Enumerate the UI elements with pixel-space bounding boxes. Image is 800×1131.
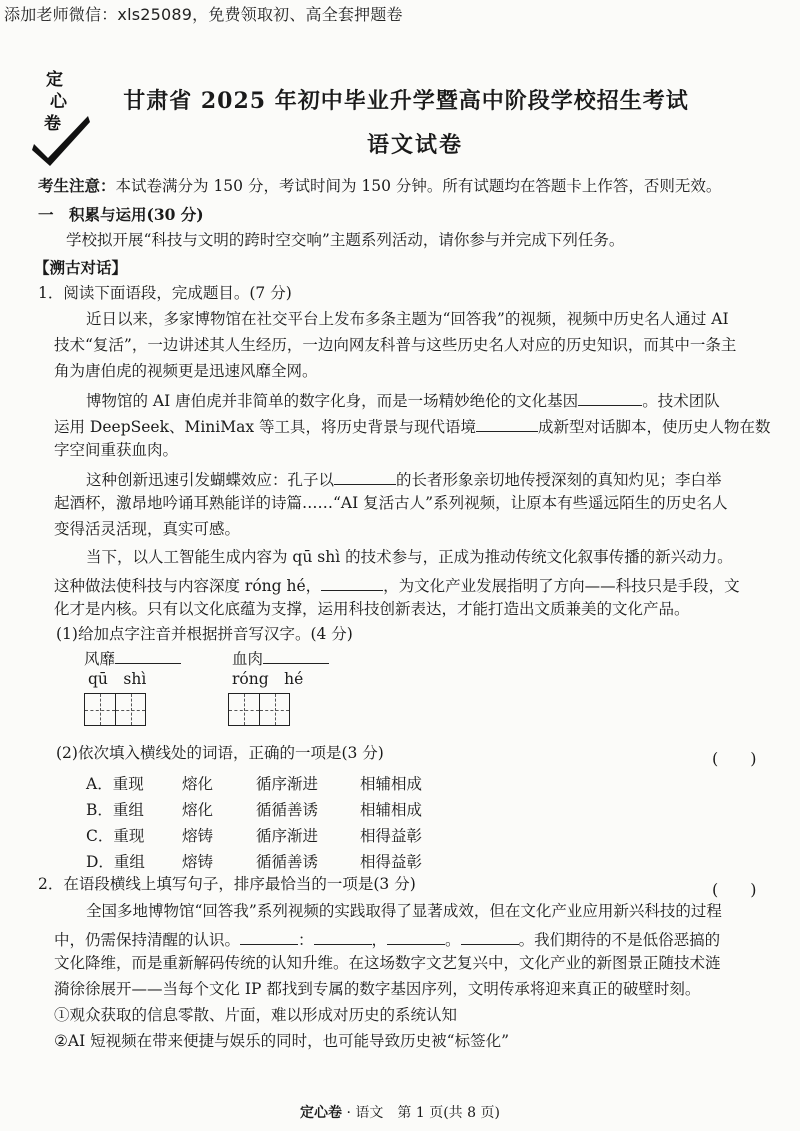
fill-blank-1[interactable] [578,391,642,406]
fill-blank-4[interactable] [321,576,383,591]
pinyin-prompt-1: qū shì [88,670,147,688]
q2-text-d: 。 [445,931,461,949]
passage-p3-text-b: 的长者形象亲切地传授深刻的真知灼见；李白举 [396,471,722,489]
passage-p1-line2: 技术“复活”，一边讲述其人生经历，一边向网友科普与这些历史名人对应的历史知识，而其中一条主 [54,336,737,354]
passage-p2-text-d: 成新型对话脚本，使历史人物在数 [538,418,771,436]
passage-p4-line2 [54,576,740,595]
option-b-label[interactable]: B．重组 [86,801,144,819]
paper-title: 语文试卷 [366,132,463,158]
option-a-word-4: 相辅相成 [360,775,423,793]
logo-char-2: 心 [50,92,67,112]
option-a-label[interactable]: A．重现 [86,775,144,793]
q2-passage-line2 [54,930,720,949]
option-b-word-4: 相辅相成 [360,801,423,819]
fill-blank-2[interactable] [476,417,538,432]
section-1-title: 一 积累与运用(30 分) [38,205,204,224]
pinyin-word-1 [84,649,181,668]
option-c-word-4: 相得益彰 [360,827,423,845]
sub-question-2-stem: (2)依次填入横线处的词语，正确的一项是(3 分) [56,744,384,762]
writing-cell[interactable] [259,693,290,726]
footer-brand: 定心卷 [300,1105,343,1121]
passage-p1-line1: 近日以来，多家博物馆在社交平台上发布多条主题为“回答我”的视频，视频中历史名人通过 AI [86,310,729,328]
pinyin-answer-blank-2[interactable] [263,649,329,664]
q2-blank-3[interactable] [387,930,445,945]
q2-passage-line3: 文化降维，而是重新解码传统的认知升维。在这场数字文艺复兴中，文化产业的新图景正随技术涟 [54,954,721,972]
passage-p2-line2 [54,417,771,436]
question-1-stem: 1．阅读下面语段，完成题目。(7 分) [38,284,292,302]
logo-char-3: 卷 [44,114,61,134]
checkmark-icon [30,112,94,167]
option-d-label[interactable]: D．重组 [86,853,145,871]
option-b-word-3: 循循善诱 [256,801,319,819]
passage-p4-line1: 当下，以人工智能生成内容为 qū shì 的技术参与，正成为推动传统文化叙事传播的新兴动力。 [86,548,733,566]
passage-p1-line3: 角为唐伯虎的视频更是迅速风靡全网。 [54,362,318,380]
option-d-word-4: 相得益彰 [360,853,423,871]
passage-p2-text-a: 博物馆的 AI 唐伯虎并非简单的数字化身，而是一场精妙绝伦的文化基因 [86,392,579,410]
option-c-word-2: 熔铸 [182,827,214,845]
q2-blank-1[interactable] [240,930,298,945]
option-c-label[interactable]: C．重现 [86,827,145,845]
sub-question-1-stem: (1)给加点字注音并根据拼音写汉字。(4 分) [56,625,353,643]
option-d-word-3: 循循善诱 [256,853,319,871]
option-c-word-3: 循序渐进 [256,827,319,845]
option-a-word-2: 熔化 [182,775,214,793]
writing-grid-2[interactable] [228,693,290,726]
exam-notice [38,178,721,195]
brand-logo [30,72,94,167]
answer-bracket-q1-2[interactable]: ( ) [712,749,757,768]
pinyin-answer-blank-1[interactable] [115,649,181,664]
q2-passage-line4: 漪徐徐展开——当每个文化 IP 都找到专属的数字基因序列，文明传承将迎来真正的破壁时刻。 [54,980,701,998]
q2-text-c: ， [371,931,388,949]
writing-cell[interactable] [84,693,115,726]
passage-p3-line3: 变得活灵活现，真实可感。 [54,520,241,538]
q2-blank-4[interactable] [461,930,519,945]
option-a-word-3: 循序渐进 [256,775,319,793]
watermark-text: 添加老师微信：xls25089，免费领取初、高全套押题卷 [4,5,403,24]
page-footer [0,1102,800,1122]
q2-item-2: ②AI 短视频在带来便捷与娱乐的同时，也可能导致历史被“标签化” [54,1032,509,1050]
footer-page-info: · 语文 第 1 页(共 8 页) [342,1105,500,1121]
subsection-heading: 【溯古对话】 [34,258,128,277]
passage-p2-line3: 字空间重获血肉。 [54,441,179,459]
passage-p3-line2: 起酒杯，激昂地吟诵耳熟能详的诗篇……“AI 复活古人”系列视频，让原本有些遥远陌生的历史名人 [54,494,728,512]
pinyin-prompt-2: róng hé [232,670,304,688]
passage-p3-text-a: 这种创新迅速引发蝴蝶效应：孔子以 [86,471,335,489]
section-1-intro: 学校拟开展“科技与文明的跨时空交响”主题系列活动，请你参与并完成下列任务。 [66,231,625,249]
notice-label: 考生注意： [38,176,116,195]
passage-p4-text-a: 这种做法使科技与内容深度 róng hé， [54,577,322,595]
passage-p4-line3: 化才是内核。只有以文化底蕴为支撑，运用科技创新表达，才能打造出文质兼美的文化产品。 [54,600,690,618]
answer-bracket-q2[interactable]: ( ) [712,880,757,899]
passage-p2-text-c: 运用 DeepSeek、MiniMax 等工具，将历史背景与现代语境 [54,418,477,436]
exam-title: 甘肃省 2025 年初中毕业升学暨高中阶段学校招生考试 [123,88,689,114]
writing-grid-1[interactable] [84,693,146,726]
writing-cell[interactable] [228,693,259,726]
pinyin-word-2-text: 血肉 [232,650,264,668]
passage-p3-line1 [86,470,722,489]
q2-blank-2[interactable] [314,930,372,945]
writing-cell[interactable] [115,693,146,726]
question-2-stem: 2．在语段横线上填写句子，排序最恰当的一项是(3 分) [38,875,416,893]
fill-blank-3[interactable] [334,470,396,485]
q2-passage-line1: 全国多地博物馆“回答我”系列视频的实践取得了显著成效，但在文化产业应用新兴科技的过程 [86,902,722,920]
q2-text-e: 。我们期待的不是低俗恶搞的 [518,931,721,949]
logo-char-1: 定 [46,70,63,90]
q2-text-a: 中，仍需保持清醒的认识。 [54,931,241,949]
passage-p2-text-b: 。技术团队 [642,392,720,410]
q2-item-1: ①观众获取的信息零散、片面，难以形成对历史的系统认知 [54,1006,458,1024]
passage-p2-line1 [86,391,720,410]
q2-text-b: ： [298,931,314,949]
option-d-word-2: 熔铸 [182,853,214,871]
notice-text: 本试卷满分为 150 分，考试时间为 150 分钟。所有试题均在答题卡上作答，否则无效。 [115,177,722,195]
passage-p4-text-b: ，为文化产业发展指明了方向——科技只是手段，文 [383,577,740,595]
option-b-word-2: 熔化 [182,801,214,819]
pinyin-word-1-text: 风靡 [84,650,116,668]
pinyin-word-2 [232,649,329,668]
